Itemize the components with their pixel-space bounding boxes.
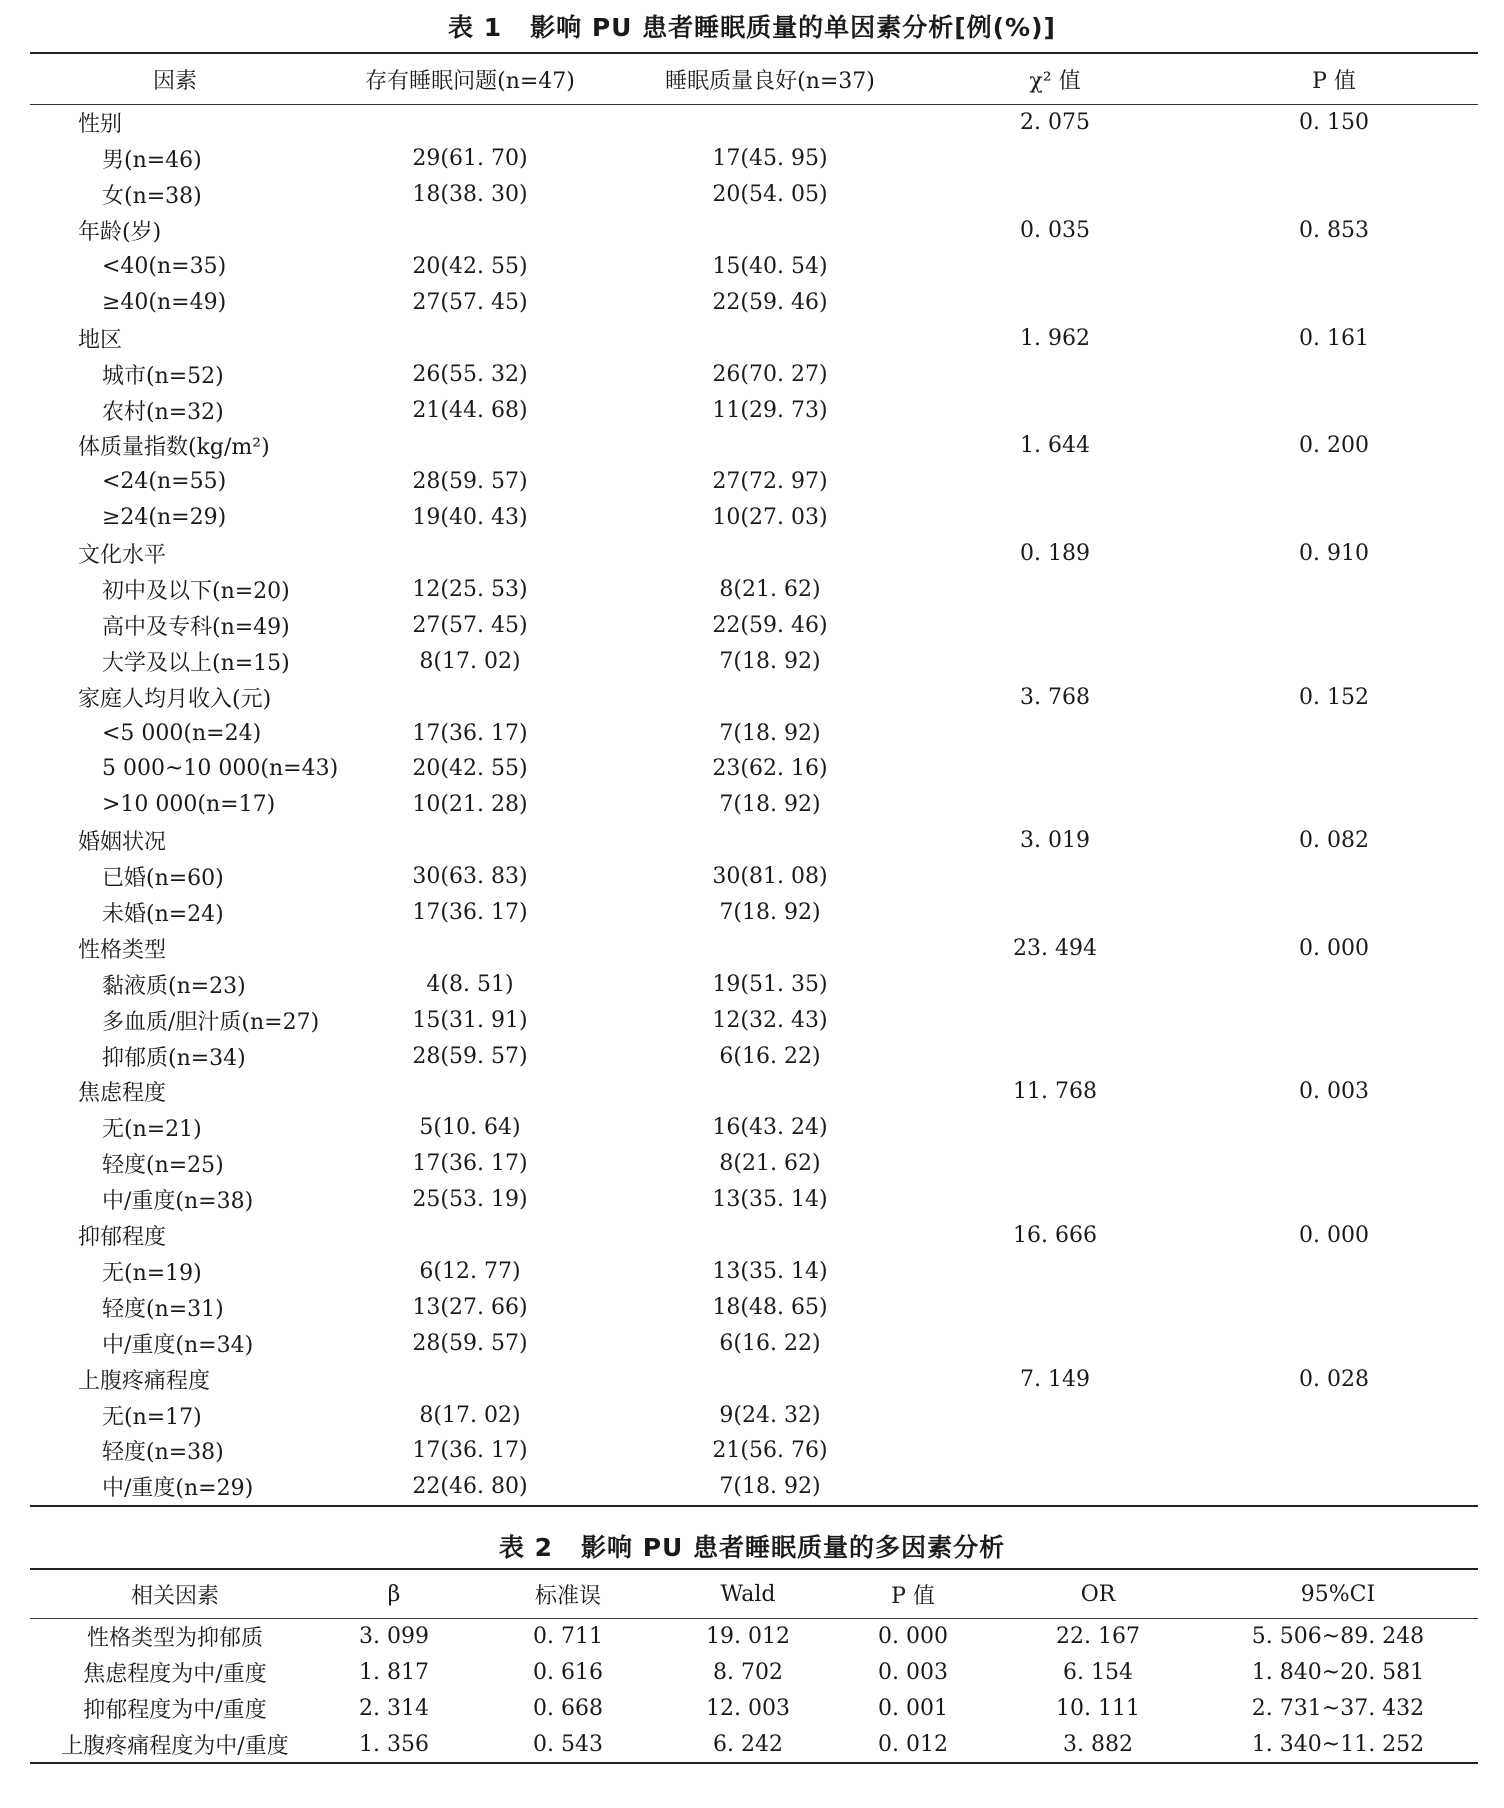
sleep-problem-cell: 17(36. 17) [412,1151,528,1177]
p-value-cell [1190,1182,1478,1218]
p-value-cell [1190,1469,1478,1506]
chi-square-cell: 1. 644 [1020,433,1090,459]
table2-value-cell: 0. 616 [533,1660,603,1686]
p-value-cell [1190,643,1478,679]
sleep-problem-cell: 28(59. 57) [412,1043,528,1069]
chi-square-cell: 2. 075 [1020,110,1090,136]
sleep-problem-cell [320,1361,620,1397]
sleep-problem-cell: 8(17. 02) [419,1402,521,1428]
factor-level-row [30,643,1478,679]
row-label: 轻度(n=31) [102,1296,224,1322]
p-value-cell: 0. 028 [1299,1366,1369,1392]
row-label: 大学及以上(n=15) [102,650,290,676]
row-label: 焦虑程度 [78,1081,167,1107]
sleep-good-cell: 8(21. 62) [719,1151,821,1177]
table2-value-cell: 3. 099 [359,1624,429,1650]
factor-level-row [30,141,1478,177]
chi-square-cell [920,284,1190,320]
sleep-good-cell: 17(45. 95) [712,146,828,172]
factor-level-row [30,464,1478,500]
p-value-cell: 0. 082 [1299,828,1369,854]
p-value-cell: 0. 910 [1299,541,1369,567]
chi-square-cell [920,715,1190,751]
factor-level-row [30,1038,1478,1074]
row-label: 多血质/胆汁质(n=27) [102,1009,320,1035]
row-label: 未婚(n=24) [102,902,224,928]
factor-level-row [30,1146,1478,1182]
chi-square-cell [920,607,1190,643]
row-label: 家庭人均月收入(元) [78,686,272,712]
chi-square-cell [920,572,1190,608]
chi-square-cell [920,1182,1190,1218]
factor-level-row [30,284,1478,320]
row-label: 5 000~10 000(n=43) [102,756,339,782]
p-value-cell [1190,607,1478,643]
sleep-problem-cell: 30(63. 83) [412,864,528,890]
table2-header-cell: P 值 [828,1569,998,1619]
chi-square-cell: 3. 019 [1020,828,1090,854]
row-label: 抑郁程度 [78,1225,167,1251]
sleep-good-cell: 30(81. 08) [712,864,828,890]
sleep-good-cell [620,1218,920,1254]
table2-value-cell: 1. 340~11. 252 [1251,1731,1425,1757]
row-label: ≥40(n=49) [102,289,227,315]
sleep-good-cell: 7(18. 92) [719,900,821,926]
table1-caption-text: 影响 PU 患者睡眠质量的单因素分析[例(%)] [530,13,1056,42]
sleep-good-cell [620,1074,920,1110]
row-label: <24(n=55) [102,469,227,495]
table2-value-cell: 12. 003 [706,1695,790,1721]
sleep-good-cell [620,930,920,966]
chi-square-cell [920,1110,1190,1146]
table1 [30,52,1478,1507]
p-value-cell: 0. 000 [1299,1223,1369,1249]
factor-level-row [30,249,1478,285]
factor-level-row [30,751,1478,787]
factor-level-row [30,1289,1478,1325]
table1-caption-number: 表 1 [448,13,503,42]
chi-square-cell [920,1397,1190,1433]
factor-level-row [30,607,1478,643]
sleep-good-cell: 27(72. 97) [712,469,828,495]
factor-group-row [30,105,1478,141]
sleep-good-cell [620,105,920,141]
factor-level-row [30,1254,1478,1290]
sleep-problem-cell [320,679,620,715]
sleep-good-cell: 22(59. 46) [712,612,828,638]
table2-value-cell: 8. 702 [713,1660,783,1686]
p-value-cell [1190,715,1478,751]
chi-square-cell [920,1038,1190,1074]
sleep-problem-cell: 5(10. 64) [419,1115,521,1141]
chi-square-cell: 1. 962 [1020,325,1090,351]
sleep-problem-cell: 27(57. 45) [412,612,528,638]
sleep-problem-cell: 29(61. 70) [412,146,528,172]
row-label: 无(n=19) [102,1260,202,1286]
chi-square-cell [920,895,1190,931]
factor-level-row [30,1110,1478,1146]
header-chi-square: χ² 值 [920,53,1190,105]
sleep-good-cell: 23(62. 16) [712,756,828,782]
sleep-problem-cell: 12(25. 53) [412,577,528,603]
row-label: >10 000(n=17) [102,792,276,818]
p-value-cell: 0. 003 [1299,1079,1369,1105]
table2-value-cell: 6. 242 [713,1731,783,1757]
table2-header-cell: 标准误 [468,1569,668,1619]
sleep-problem-cell [320,1074,620,1110]
p-value-cell [1190,464,1478,500]
header-factor: 因素 [30,53,320,105]
chi-square-cell: 3. 768 [1020,684,1090,710]
sleep-problem-cell [320,823,620,859]
row-label: 抑郁质(n=34) [102,1045,246,1071]
chi-square-cell: 16. 666 [1013,1223,1097,1249]
sleep-problem-cell: 20(42. 55) [412,756,528,782]
sleep-good-cell: 16(43. 24) [712,1115,828,1141]
row-label: 地区 [78,327,123,353]
sleep-good-cell [620,1361,920,1397]
table2-value-cell: 2. 314 [359,1695,429,1721]
row-label: 高中及专科(n=49) [102,614,290,640]
sleep-problem-cell: 25(53. 19) [412,1187,528,1213]
sleep-problem-cell [320,428,620,464]
table1-body [30,105,1478,1506]
table2-value-cell: 10. 111 [1056,1695,1140,1721]
p-value-cell [1190,177,1478,213]
row-label: 年龄(岁) [78,220,162,246]
sleep-problem-cell: 4(8. 51) [426,971,514,997]
factor-level-row [30,895,1478,931]
table2-row [30,1726,1478,1763]
chi-square-cell [920,1289,1190,1325]
table2-value-cell: 1. 817 [359,1660,429,1686]
p-value-cell: 0. 000 [1299,935,1369,961]
p-value-cell [1190,141,1478,177]
sleep-problem-cell: 15(31. 91) [412,1007,528,1033]
table2-value-cell: 0. 543 [533,1731,603,1757]
chi-square-cell [920,500,1190,536]
table2-value-cell: 6. 154 [1063,1660,1133,1686]
header-sleep-good: 睡眠质量良好(n=37) [620,53,920,105]
sleep-problem-cell: 20(42. 55) [412,254,528,279]
factor-level-row [30,1002,1478,1038]
row-label: <5 000(n=24) [102,720,262,746]
row-label: 已婚(n=60) [102,866,224,892]
factor-level-row [30,356,1478,392]
row-label: 性格类型 [78,937,167,963]
factor-level-row [30,500,1478,536]
chi-square-cell [920,966,1190,1002]
table1-header-row [30,53,1478,105]
row-label: 无(n=21) [102,1117,202,1143]
factor-level-row [30,1433,1478,1469]
sleep-good-cell: 10(27. 03) [712,505,828,531]
chi-square-cell [920,1254,1190,1290]
p-value-cell [1190,787,1478,823]
factor-level-row [30,1469,1478,1506]
p-value-cell [1190,500,1478,536]
sleep-problem-cell: 22(46. 80) [412,1474,528,1500]
table1-caption [0,8,1504,44]
sleep-good-cell: 15(40. 54) [712,254,828,279]
row-label: 城市(n=52) [102,363,224,389]
table2-value-cell: 0. 711 [533,1624,603,1650]
chi-square-cell: 0. 189 [1020,541,1090,567]
row-label: 男(n=46) [102,148,202,174]
p-value-cell: 0. 152 [1299,684,1369,710]
factor-level-row [30,177,1478,213]
p-value-cell: 0. 853 [1299,218,1369,244]
related-factor-cell: 抑郁程度为中/重度 [83,1697,267,1723]
p-value-cell [1190,1325,1478,1361]
factor-level-row [30,787,1478,823]
row-label: 轻度(n=25) [102,1153,224,1179]
chi-square-cell [920,787,1190,823]
sleep-problem-cell: 6(12. 77) [419,1258,521,1284]
sleep-good-cell [620,679,920,715]
p-value-cell [1190,1110,1478,1146]
table2-header-cell: 95%CI [1198,1569,1478,1619]
sleep-good-cell: 9(24. 32) [719,1402,821,1428]
factor-level-row [30,1182,1478,1218]
chi-square-cell [920,356,1190,392]
sleep-problem-cell [320,105,620,141]
row-label: 初中及以下(n=20) [102,579,290,605]
factor-group-row [30,536,1478,572]
table2-value-cell: 2. 731~37. 432 [1251,1695,1425,1721]
table2-value-cell: 0. 000 [878,1624,948,1650]
p-value-cell [1190,392,1478,428]
row-label: 农村(n=32) [102,399,224,425]
sleep-good-cell: 7(18. 92) [719,1474,821,1500]
related-factor-cell: 上腹疼痛程度为中/重度 [61,1733,289,1759]
sleep-good-cell: 21(56. 76) [712,1438,828,1464]
table2-value-cell: 5. 506~89. 248 [1251,1624,1425,1650]
header-sleep-problem: 存有睡眠问题(n=47) [320,53,620,105]
sleep-problem-cell: 26(55. 32) [412,361,528,387]
factor-level-row [30,572,1478,608]
sleep-problem-cell: 8(17. 02) [419,648,521,674]
sleep-good-cell: 26(70. 27) [712,361,828,387]
factor-group-row [30,1218,1478,1254]
p-value-cell: 0. 150 [1299,110,1369,136]
sleep-problem-cell: 28(59. 57) [412,1330,528,1356]
factor-group-row [30,679,1478,715]
table2-caption-number: 表 2 [498,1533,554,1562]
sleep-good-cell: 6(16. 22) [719,1330,821,1356]
sleep-problem-cell [320,1218,620,1254]
factor-group-row [30,320,1478,356]
table2-value-cell: 0. 001 [878,1695,948,1721]
sleep-problem-cell: 19(40. 43) [412,505,528,531]
table2-value-cell: 0. 003 [878,1660,948,1686]
p-value-cell [1190,1002,1478,1038]
p-value-cell [1190,966,1478,1002]
row-label: 婚姻状况 [78,830,167,856]
sleep-good-cell: 7(18. 92) [719,792,821,818]
sleep-problem-cell: 21(44. 68) [412,397,528,423]
table2-value-cell: 1. 840~20. 581 [1251,1660,1425,1686]
p-value-cell [1190,1038,1478,1074]
sleep-good-cell [620,320,920,356]
row-label: 体质量指数(kg/m²) [78,435,270,461]
row-label: 中/重度(n=38) [102,1189,254,1215]
table2-value-cell: 3. 882 [1063,1731,1133,1757]
table2-value-cell: 0. 012 [878,1731,948,1757]
sleep-problem-cell: 28(59. 57) [412,469,528,495]
table2-caption-text: 影响 PU 患者睡眠质量的多因素分析 [581,1533,1006,1562]
factor-level-row [30,715,1478,751]
row-label: 黏液质(n=23) [102,973,246,999]
p-value-cell [1190,572,1478,608]
chi-square-cell: 7. 149 [1020,1366,1090,1392]
p-value-cell [1190,284,1478,320]
sleep-good-cell [620,823,920,859]
table2-header-row [30,1569,1478,1619]
p-value-cell [1190,859,1478,895]
table2-value-cell: 0. 668 [533,1695,603,1721]
sleep-problem-cell: 18(38. 30) [412,182,528,208]
row-label: 女(n=38) [102,184,202,210]
sleep-good-cell [620,536,920,572]
sleep-good-cell: 13(35. 14) [712,1258,828,1284]
row-label: 上腹疼痛程度 [78,1368,211,1394]
row-label: <40(n=35) [102,254,227,279]
table2-row [30,1619,1478,1655]
sleep-problem-cell: 17(36. 17) [412,720,528,746]
factor-group-row [30,930,1478,966]
p-value-cell [1190,1289,1478,1325]
sleep-good-cell: 8(21. 62) [719,577,821,603]
row-label: ≥24(n=29) [102,505,227,531]
p-value-cell [1190,1433,1478,1469]
chi-square-cell: 23. 494 [1013,935,1097,961]
row-label: 性别 [78,112,123,138]
sleep-problem-cell [320,930,620,966]
sleep-good-cell: 7(18. 92) [719,648,821,674]
sleep-good-cell: 19(51. 35) [712,971,828,997]
table2-value-cell: 19. 012 [706,1624,790,1650]
chi-square-cell [920,464,1190,500]
table2-header-cell: 相关因素 [30,1569,320,1619]
table2 [30,1568,1478,1764]
sleep-good-cell: 12(32. 43) [712,1007,828,1033]
p-value-cell [1190,1254,1478,1290]
sleep-good-cell [620,213,920,249]
chi-square-cell [920,392,1190,428]
p-value-cell [1190,1397,1478,1433]
sleep-good-cell: 11(29. 73) [712,397,828,423]
table2-header-cell: OR [998,1569,1198,1619]
table2-header-cell: Wald [668,1569,828,1619]
table2-body [30,1619,1478,1764]
chi-square-cell [920,1433,1190,1469]
row-label: 轻度(n=38) [102,1440,224,1466]
table2-caption [0,1528,1504,1564]
factor-group-row [30,428,1478,464]
factor-level-row [30,859,1478,895]
table2-value-cell: 22. 167 [1056,1624,1140,1650]
p-value-cell [1190,751,1478,787]
sleep-problem-cell [320,536,620,572]
sleep-problem-cell [320,213,620,249]
factor-level-row [30,1325,1478,1361]
row-label: 中/重度(n=34) [102,1332,254,1358]
chi-square-cell: 11. 768 [1013,1079,1097,1105]
factor-group-row [30,823,1478,859]
factor-level-row [30,966,1478,1002]
chi-square-cell [920,751,1190,787]
header-p-value: P 值 [1190,53,1478,105]
sleep-problem-cell [320,320,620,356]
table2-value-cell: 1. 356 [359,1731,429,1757]
sleep-good-cell: 20(54. 05) [712,182,828,208]
factor-group-row [30,213,1478,249]
row-label: 无(n=17) [102,1404,202,1430]
sleep-problem-cell: 17(36. 17) [412,1438,528,1464]
sleep-problem-cell: 27(57. 45) [412,289,528,315]
factor-group-row [30,1361,1478,1397]
p-value-cell: 0. 161 [1299,325,1369,351]
related-factor-cell: 焦虑程度为中/重度 [83,1662,267,1688]
chi-square-cell [920,1002,1190,1038]
sleep-good-cell: 7(18. 92) [719,720,821,746]
sleep-problem-cell: 13(27. 66) [412,1294,528,1320]
p-value-cell: 0. 200 [1299,433,1369,459]
chi-square-cell [920,1146,1190,1182]
row-label: 中/重度(n=29) [102,1476,254,1502]
chi-square-cell [920,1325,1190,1361]
sleep-good-cell: 13(35. 14) [712,1187,828,1213]
chi-square-cell [920,177,1190,213]
sleep-good-cell: 22(59. 46) [712,289,828,315]
table2-header-cell: β [320,1569,468,1619]
p-value-cell [1190,1146,1478,1182]
sleep-good-cell [620,428,920,464]
p-value-cell [1190,895,1478,931]
chi-square-cell: 0. 035 [1020,218,1090,244]
sleep-problem-cell: 17(36. 17) [412,900,528,926]
p-value-cell [1190,249,1478,285]
chi-square-cell [920,643,1190,679]
sleep-good-cell: 18(48. 65) [712,1294,828,1320]
row-label: 文化水平 [78,543,167,569]
chi-square-cell [920,249,1190,285]
sleep-good-cell: 6(16. 22) [719,1043,821,1069]
factor-level-row [30,1397,1478,1433]
p-value-cell [1190,356,1478,392]
factor-level-row [30,392,1478,428]
chi-square-cell [920,1469,1190,1506]
chi-square-cell [920,141,1190,177]
table2-row [30,1655,1478,1691]
table2-row [30,1691,1478,1727]
factor-group-row [30,1074,1478,1110]
related-factor-cell: 性格类型为抑郁质 [86,1626,263,1652]
chi-square-cell [920,859,1190,895]
sleep-problem-cell: 10(21. 28) [412,792,528,818]
